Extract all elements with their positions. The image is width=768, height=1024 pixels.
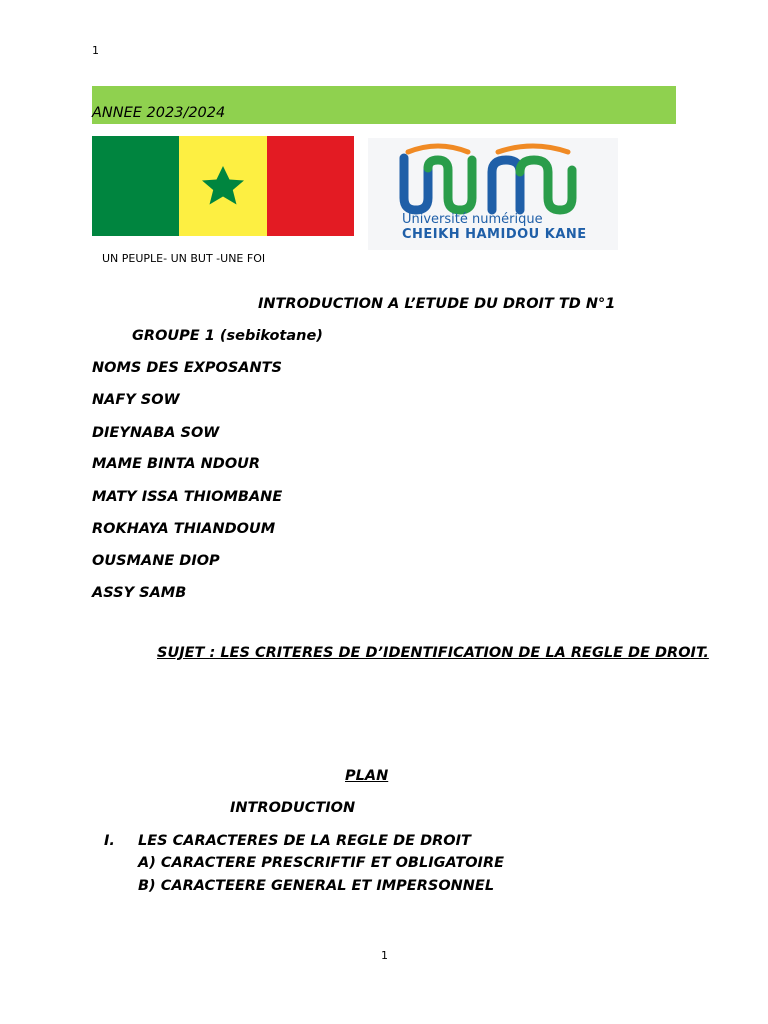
year-band — [92, 86, 676, 124]
footer-page-number: 1 — [381, 949, 388, 962]
exposant-name: ASSY SAMB — [92, 585, 187, 601]
plan-heading — [345, 768, 388, 784]
flag-stripe-yellow — [179, 136, 266, 236]
group-label: GROUPE 1 (sebikotane) — [132, 328, 323, 344]
flag-stripe-red — [267, 136, 354, 236]
flag-stripe-green — [92, 136, 179, 236]
year-text: ANNEE 2023/2024 — [92, 105, 226, 121]
exposant-name: DIEYNABA SOW — [92, 425, 220, 441]
plan-heading-text: PLAN — [345, 768, 389, 784]
logo-line1: Université numérique — [402, 212, 543, 227]
exposant-name: MAME BINTA NDOUR — [92, 456, 261, 472]
plan-subsection-b: B) CARACTEERE GENERAL ET IMPERSONNEL — [138, 878, 495, 894]
exposant-name: OUSMANE DIOP — [92, 553, 220, 569]
plan-intro: INTRODUCTION — [230, 800, 356, 816]
subject-label: SUJET — [157, 645, 210, 661]
logo-line2: CHEIKH HAMIDOU KANE — [402, 227, 587, 242]
exposant-name: MATY ISSA THIOMBANE — [92, 489, 283, 505]
flag-motto: UN PEUPLE- UN BUT -UNE FOI — [102, 252, 266, 265]
exposant-name: NAFY SOW — [92, 392, 180, 408]
star-icon — [179, 136, 267, 236]
university-logo — [368, 138, 618, 250]
subject-text: : LES CRITERES DE D’IDENTIFICATION DE LA REGLE DE DROIT. — [209, 645, 709, 661]
subject-line — [157, 645, 709, 661]
course-title: INTRODUCTION A L’ETUDE DU DROIT TD N°1 — [258, 296, 616, 312]
plan-section-number: I. — [104, 833, 115, 849]
header-page-number: 1 — [92, 44, 99, 57]
plan-subsection-a: A) CARACTERE PRESCRIFTIF ET OBLIGATOIRE — [138, 855, 505, 871]
plan-section-title: LES CARACTERES DE LA REGLE DE DROIT — [138, 833, 471, 849]
exposant-name: ROKHAYA THIANDOUM — [92, 521, 276, 537]
senegal-flag — [92, 136, 354, 236]
exposants-heading: NOMS DES EXPOSANTS — [92, 360, 282, 376]
